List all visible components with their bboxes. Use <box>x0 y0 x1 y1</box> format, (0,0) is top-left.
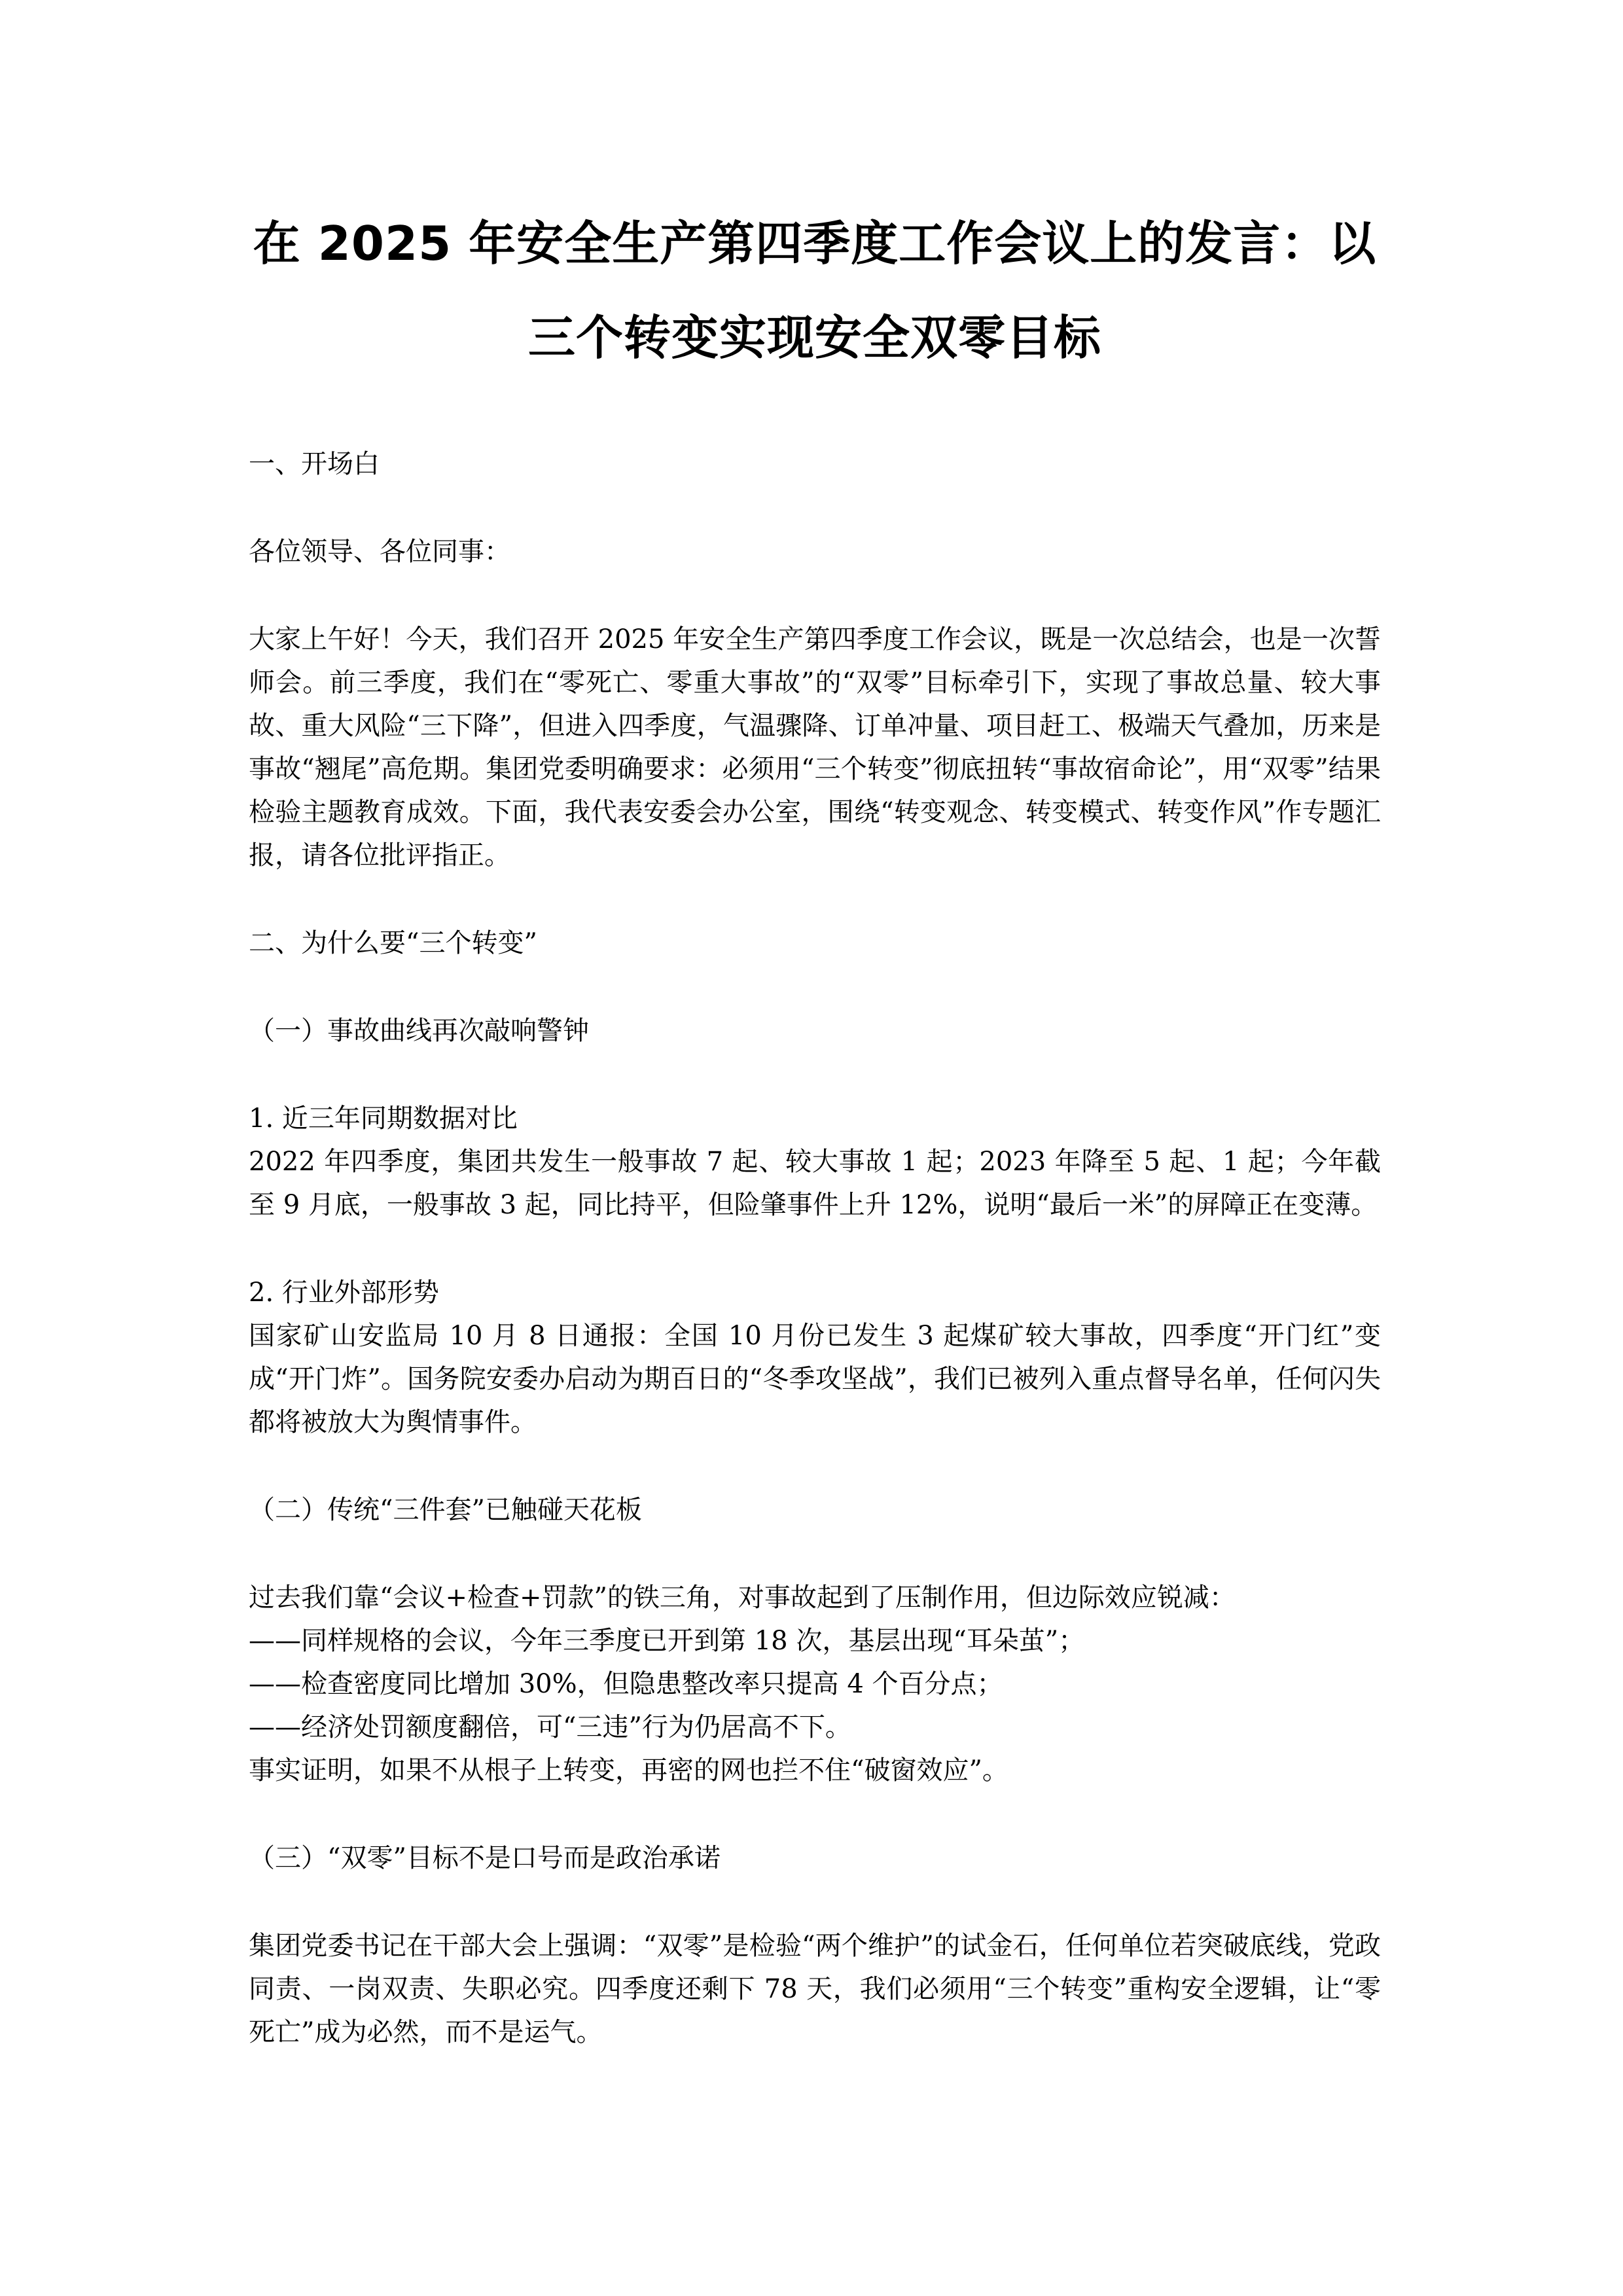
title-line-1: 在 2025 年安全生产第四季度工作会议上的发言：以 <box>253 216 1377 271</box>
subsection-2-line: ——经济处罚额度翻倍，可“三违”行为仍居高不下。 <box>249 1712 851 1742</box>
item-1-text: 2022 年四季度，集团共发生一般事故 7 起、较大事故 1 起；2023 年降至 5 起、1 起；今年截至 9 月底，一般事故 3 起，同比持平，但险肇事件上升 12%，说明“最后一米”的屏障正在变薄。 <box>249 1147 1381 1220</box>
subsection-3-text: 集团党委书记在干部大会上强调：“双零”是检验“两个维护”的试金石，任何单位若突破底线，党政同责、一岗双责、失职必究。四季度还剩下 78 天，我们必须用“三个转变”重构安全逻辑，让“零死亡”成为必然，而不是运气。 <box>249 1931 1381 2047</box>
section-1-heading: 一、开场白 <box>249 449 380 479</box>
item-2-block <box>249 1271 1381 1444</box>
subsection-1-heading: （一）事故曲线再次敲响警钟 <box>249 1016 589 1046</box>
subsection-2-line: ——同样规格的会议，今年三季度已开到第 18 次，基层出现“耳朵茧”； <box>249 1626 1085 1656</box>
title-line-2: 三个转变实现安全双零目标 <box>527 310 1101 365</box>
subsection-2-line: ——检查密度同比增加 30%，但隐患整改率只提高 4 个百分点； <box>249 1669 1003 1699</box>
section-2-heading: 二、为什么要“三个转变” <box>249 928 537 958</box>
item-2-text: 国家矿山安监局 10 月 8 日通报：全国 10 月份已发生 3 起煤矿较大事故，四季度“开门红”变成“开门炸”。国务院安委办启动为期百日的“冬季攻坚战”，我们已被列入重点督导名单，任何闪失都将被放大为舆情事件。 <box>249 1321 1381 1437</box>
opening-paragraph: 大家上午好！今天，我们召开 2025 年安全生产第四季度工作会议，既是一次总结会，也是一次誓师会。前三季度，我们在“零死亡、零重大事故”的“双零”目标牵引下，实现了事故总量、较大事故、重大风险“三下降”，但进入四季度，气温骤降、订单冲量、项目赶工、极端天气叠加，历来是事故“翘尾”高危期。集团党委明确要求：必须用“三个转变”彻底扭转“事故宿命论”，用“双零”结果检验主题教育成效。下面，我代表安委会办公室，围绕“转变观念、转变模式、转变作风”作专题汇报，请各位批评指正。 <box>249 624 1381 870</box>
document-page <box>249 196 1381 2054</box>
subsection-2-line: 事实证明，如果不从根子上转变，再密的网也拦不住“破窗效应”。 <box>249 1755 1008 1785</box>
item-2-heading: 2. 行业外部形势 <box>249 1278 439 1308</box>
item-1-heading: 1. 近三年同期数据对比 <box>249 1103 518 1134</box>
greeting: 各位领导、各位同事： <box>249 537 510 567</box>
subsection-3-heading: （三）“双零”目标不是口号而是政治承诺 <box>249 1843 721 1873</box>
subsection-2-lines <box>249 1576 1381 1792</box>
subsection-2-heading: （二）传统“三件套”已触碰天花板 <box>249 1495 642 1525</box>
subsection-2-line: 过去我们靠“会议+检查+罚款”的铁三角，对事故起到了压制作用，但边际效应锐减： <box>249 1583 1236 1613</box>
item-1-block <box>249 1097 1381 1227</box>
document-title <box>249 196 1381 385</box>
